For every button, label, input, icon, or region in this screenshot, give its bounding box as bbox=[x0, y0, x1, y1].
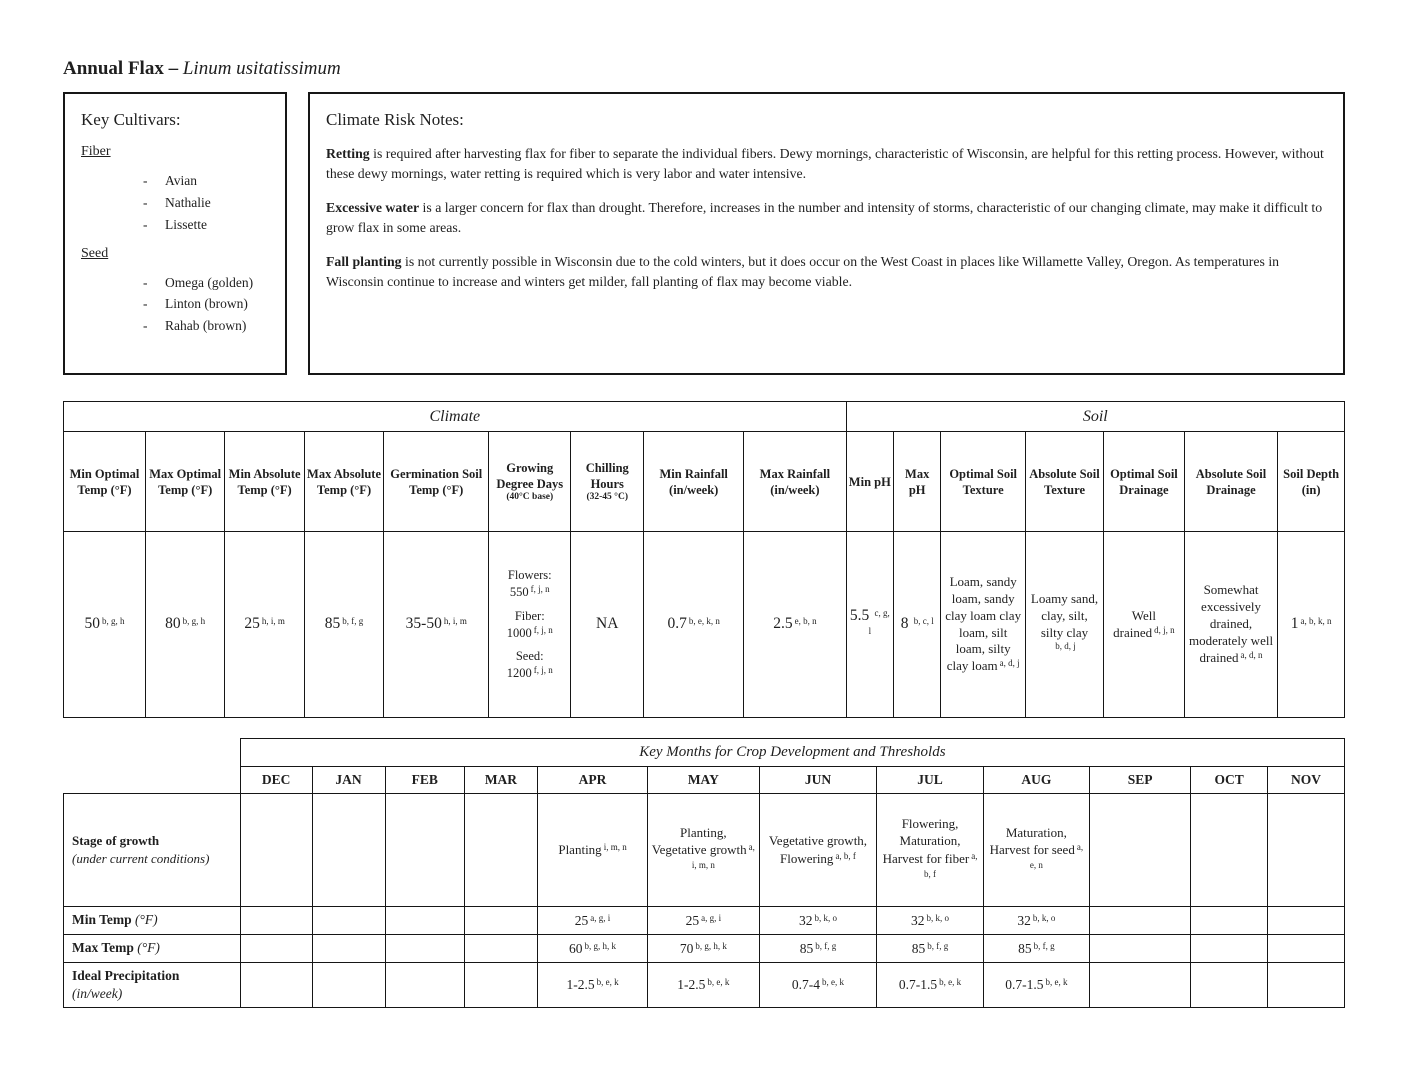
value: 1-2.5 bbox=[566, 977, 595, 992]
footnote-refs: a, b, k, n bbox=[1300, 616, 1332, 627]
list-item bbox=[81, 293, 269, 315]
max-temp-may bbox=[648, 935, 759, 963]
value: 35-50 bbox=[405, 615, 442, 633]
month-header-oct: OCT bbox=[1191, 767, 1268, 794]
month-header-jul: JUL bbox=[877, 767, 983, 794]
footnote-refs: b, k, o bbox=[1032, 912, 1056, 923]
footnote-refs: f, j, n bbox=[530, 583, 550, 594]
group-header-row bbox=[64, 402, 1345, 432]
cultivar-name: Nathalie bbox=[165, 194, 211, 210]
footnote-refs: b, f, g bbox=[342, 616, 364, 627]
note-text: is required after harvesting flax for fiber to separate the individual fibers. Dewy mornings, characteristic of Wisconsin, are helpful for this retting process. However, without these dewy mornings, water retting is required which is very labor and water intensive. bbox=[326, 146, 1324, 181]
key-cultivars-box bbox=[63, 92, 287, 375]
stage-cell-feb bbox=[385, 794, 464, 907]
value: Flowering, Maturation, Harvest for fiber bbox=[882, 815, 970, 866]
cell-absolute-soil-texture bbox=[1025, 532, 1103, 718]
precip-jul bbox=[877, 963, 983, 1008]
stage-cell-jul bbox=[877, 794, 983, 907]
list-item bbox=[81, 315, 269, 337]
cell-optimal-soil-drainage bbox=[1104, 532, 1185, 718]
value: 50 bbox=[84, 615, 100, 633]
hyphen-bullet: - bbox=[143, 296, 148, 312]
min-temp-aug bbox=[983, 907, 1089, 935]
ideal-precipitation-row bbox=[64, 963, 1345, 1008]
footnote-refs: b, d, j bbox=[1055, 641, 1076, 652]
hyphen-bullet: - bbox=[143, 216, 148, 232]
month-header-dec: DEC bbox=[240, 767, 312, 794]
stage-cell-aug bbox=[983, 794, 1089, 907]
cultivar-name: Linton (brown) bbox=[165, 296, 248, 312]
footnote-refs: b, e, k bbox=[596, 977, 619, 987]
footnote-refs: a, i, m, n bbox=[691, 842, 755, 870]
cell-min-absolute-temp bbox=[225, 532, 304, 718]
month-header-jan: JAN bbox=[312, 767, 385, 794]
gdd-seed bbox=[492, 648, 567, 682]
value: Well drained bbox=[1113, 607, 1157, 640]
header-max-rainfall: Max Rainfall (in/week) bbox=[744, 432, 846, 532]
precip-apr bbox=[537, 963, 647, 1008]
month-header-row bbox=[64, 767, 1345, 794]
month-header-feb: FEB bbox=[385, 767, 464, 794]
hyphen-bullet: - bbox=[143, 173, 148, 188]
value: 1 bbox=[1290, 615, 1299, 633]
cell-max-absolute-temp bbox=[304, 532, 383, 718]
stage-cell-sep bbox=[1090, 794, 1191, 907]
cultivar-name: Rahab (brown) bbox=[165, 318, 247, 334]
header-growing-degree-days bbox=[489, 432, 571, 532]
header-min-absolute-temp: Min Absolute Temp (°F) bbox=[225, 432, 304, 532]
stage-of-growth-row bbox=[64, 794, 1345, 907]
footnote-refs: b, e, k bbox=[822, 977, 845, 987]
precip-may bbox=[648, 963, 759, 1008]
gdd-flowers bbox=[492, 567, 567, 601]
hyphen-bullet: - bbox=[143, 318, 148, 334]
header-max-absolute-temp: Max Absolute Temp (°F) bbox=[304, 432, 383, 532]
value: 60 bbox=[569, 940, 583, 956]
footnote-refs: a, g, i bbox=[590, 912, 611, 923]
value: 32 bbox=[1017, 912, 1031, 928]
row-label-bold: Stage of growth bbox=[72, 833, 160, 849]
min-temp-oct bbox=[1191, 907, 1268, 935]
header-max-ph: Max pH bbox=[894, 432, 941, 532]
value: 1000 bbox=[506, 625, 532, 640]
stage-cell-oct bbox=[1191, 794, 1268, 907]
gdd-label: Fiber: bbox=[514, 608, 545, 623]
month-header-jun: JUN bbox=[759, 767, 877, 794]
cultivars-heading: Key Cultivars: bbox=[81, 110, 181, 129]
stage-cell-nov bbox=[1268, 794, 1345, 907]
months-table-title: Key Months for Crop Development and Thresholds bbox=[240, 739, 1344, 767]
key-months-table bbox=[63, 738, 1345, 1008]
header-min-ph: Min pH bbox=[846, 432, 893, 532]
climate-soil-table bbox=[63, 401, 1345, 718]
row-label-bold: Ideal Precipitation bbox=[72, 967, 180, 983]
min-temp-apr bbox=[537, 907, 647, 935]
month-header-sep: SEP bbox=[1090, 767, 1191, 794]
cultivar-name: Lissette bbox=[165, 216, 207, 232]
note-lead: Excessive water bbox=[326, 200, 420, 216]
value: Vegetative growth, Flowering bbox=[768, 833, 868, 866]
seed-group-label: Seed bbox=[81, 245, 109, 261]
cell-min-ph bbox=[846, 532, 893, 718]
crop-common-name: Annual Flax – bbox=[63, 58, 179, 79]
precip-sep bbox=[1090, 963, 1191, 1008]
max-temp-oct bbox=[1191, 935, 1268, 963]
footnote-refs: e, b, n bbox=[794, 616, 817, 627]
footnote-refs: a, b, f bbox=[835, 851, 856, 861]
value: 70 bbox=[679, 940, 694, 956]
footnote-refs: b, g, h, k bbox=[584, 940, 617, 951]
footnote-refs: a, b, f bbox=[924, 851, 978, 879]
header-optimal-soil-texture: Optimal Soil Texture bbox=[941, 432, 1026, 532]
value: 80 bbox=[165, 615, 181, 633]
header-text: Chilling Hours bbox=[585, 461, 629, 492]
note-paragraph-excessive-water bbox=[326, 198, 1327, 237]
row-label-italic: (°F) bbox=[135, 912, 158, 928]
value: Planting, Vegetative growth bbox=[651, 824, 747, 858]
precip-oct bbox=[1191, 963, 1268, 1008]
hyphen-bullet: - bbox=[143, 274, 148, 290]
value: 32 bbox=[911, 912, 925, 928]
list-item bbox=[81, 214, 269, 236]
header-germination-soil-temp: Germination Soil Temp (°F) bbox=[384, 432, 489, 532]
climate-risk-notes-box bbox=[308, 92, 1345, 375]
max-temp-nov bbox=[1268, 935, 1345, 963]
value: 32 bbox=[798, 912, 813, 928]
footnote-refs: b, g, h bbox=[101, 616, 125, 627]
fiber-cultivar-list bbox=[81, 170, 269, 236]
hyphen-bullet: - bbox=[143, 194, 148, 210]
row-label-precip bbox=[64, 963, 241, 1008]
cultivar-name: Avian bbox=[165, 173, 197, 188]
header-text: Growing Degree Days bbox=[496, 461, 564, 492]
footnote-refs: a, e, n bbox=[1029, 842, 1084, 870]
min-temp-may bbox=[648, 907, 759, 935]
stage-cell-apr bbox=[537, 794, 647, 907]
footnote-refs: a, d, n bbox=[1240, 649, 1263, 660]
stage-cell-dec bbox=[240, 794, 312, 907]
header-chilling-hours bbox=[571, 432, 644, 532]
min-temp-nov bbox=[1268, 907, 1345, 935]
precip-nov bbox=[1268, 963, 1345, 1008]
cell-min-rainfall bbox=[644, 532, 744, 718]
header-absolute-soil-drainage: Absolute Soil Drainage bbox=[1184, 432, 1278, 532]
precip-jun bbox=[759, 963, 877, 1008]
note-text: is not currently possible in Wisconsin due to the cold winters, but it does occur on the West Coast in places like Willamette Valley, Oregon. As temperatures in Wisconsin continue to increase and winters get milder, fall planting of flax may become viable. bbox=[326, 254, 1280, 289]
row-label-max-temp bbox=[64, 935, 241, 963]
note-text: is a larger concern for flax than drought. Therefore, increases in the number and intensity of storms, characteristic of our changing climate, may make it difficult to grow flax in some areas. bbox=[326, 200, 1323, 235]
value: 85 bbox=[799, 940, 814, 956]
max-temp-apr bbox=[537, 935, 647, 963]
header-optimal-soil-drainage: Optimal Soil Drainage bbox=[1104, 432, 1185, 532]
footnote-refs: f, j, n bbox=[533, 665, 553, 676]
max-temp-jun bbox=[759, 935, 877, 963]
value: 25 bbox=[685, 912, 700, 928]
max-temp-sep bbox=[1090, 935, 1191, 963]
cell-soil-depth bbox=[1278, 532, 1345, 718]
cell-growing-degree-days bbox=[489, 532, 571, 718]
precip-mar bbox=[464, 963, 537, 1008]
value: Somewhat excessively drained, moderately well drained bbox=[1188, 582, 1274, 665]
value: Loam, sandy loam, sandy clay loam clay loam, silt loam, silty clay loam bbox=[945, 573, 1022, 674]
cell-absolute-soil-drainage bbox=[1184, 532, 1278, 718]
gdd-label: Flowers: bbox=[507, 567, 552, 582]
max-temp-dec bbox=[240, 935, 312, 963]
note-lead: Fall planting bbox=[326, 254, 402, 270]
footnote-refs: b, k, o bbox=[926, 912, 950, 923]
cell-optimal-soil-texture bbox=[941, 532, 1026, 718]
footnote-refs: b, e, k bbox=[939, 977, 962, 987]
month-header-aug: AUG bbox=[983, 767, 1089, 794]
header-min-optimal-temp: Min Optimal Temp (°F) bbox=[64, 432, 146, 532]
list-item bbox=[81, 192, 269, 214]
cultivar-name: Omega (golden) bbox=[165, 274, 254, 290]
soil-group-header: Soil bbox=[846, 402, 1344, 432]
min-temp-jun bbox=[759, 907, 877, 935]
footnote-refs: a, d, j bbox=[999, 658, 1020, 669]
value: 0.7-1.5 bbox=[898, 977, 938, 992]
cell-germination-soil-temp bbox=[384, 532, 489, 718]
list-item bbox=[81, 272, 269, 294]
note-lead: Retting bbox=[326, 146, 370, 161]
cell-max-optimal-temp bbox=[145, 532, 224, 718]
footnote-refs: b, e, k bbox=[707, 977, 730, 987]
row-label-italic: (under current conditions) bbox=[72, 851, 210, 866]
value: 0.7 bbox=[667, 615, 687, 633]
fiber-group-label: Fiber bbox=[81, 144, 111, 159]
precip-feb bbox=[385, 963, 464, 1008]
max-temp-jan bbox=[312, 935, 385, 963]
note-paragraph-retting bbox=[326, 144, 1327, 183]
value: Loamy sand, clay, silt, silty clay bbox=[1030, 590, 1099, 640]
header-absolute-soil-texture: Absolute Soil Texture bbox=[1025, 432, 1103, 532]
footnote-refs: b, f, g bbox=[1033, 940, 1055, 951]
min-temp-jul bbox=[877, 907, 983, 935]
month-header-nov: NOV bbox=[1268, 767, 1345, 794]
min-temp-dec bbox=[240, 907, 312, 935]
footnote-refs: b, f, g bbox=[815, 940, 837, 951]
row-label-italic: (°F) bbox=[137, 940, 160, 956]
top-boxes bbox=[63, 92, 1345, 375]
cell-max-rainfall bbox=[744, 532, 846, 718]
page-title bbox=[63, 58, 1345, 80]
footnote-refs: d, j, n bbox=[1154, 624, 1175, 635]
seed-cultivar-list bbox=[81, 272, 269, 338]
header-soil-depth: Soil Depth (in) bbox=[1278, 432, 1345, 532]
value: 85 bbox=[324, 615, 341, 633]
header-max-optimal-temp: Max Optimal Temp (°F) bbox=[145, 432, 224, 532]
footnote-refs: b, g, h, k bbox=[695, 940, 727, 951]
stage-cell-mar bbox=[464, 794, 537, 907]
footnote-refs: a, g, i bbox=[701, 912, 722, 923]
footnote-refs: b, e, k, n bbox=[688, 616, 720, 627]
value: NA bbox=[596, 615, 619, 633]
row-label-bold: Max Temp bbox=[72, 940, 134, 956]
cell-min-optimal-temp bbox=[64, 532, 146, 718]
month-header-mar: MAR bbox=[464, 767, 537, 794]
footnote-refs: b, c, l bbox=[913, 616, 934, 627]
note-paragraph-fall-planting bbox=[326, 252, 1327, 291]
max-temp-row bbox=[64, 935, 1345, 963]
climate-group-header: Climate bbox=[64, 402, 847, 432]
value: 85 bbox=[1018, 940, 1032, 956]
value: Maturation, Harvest for seed bbox=[989, 824, 1075, 858]
min-temp-feb bbox=[385, 907, 464, 935]
value: 25 bbox=[244, 615, 260, 633]
precip-jan bbox=[312, 963, 385, 1008]
table-title-row bbox=[64, 739, 1345, 767]
min-temp-sep bbox=[1090, 907, 1191, 935]
footnote-refs: i, m, n bbox=[603, 842, 627, 853]
data-row bbox=[64, 532, 1345, 718]
footnote-refs: f, j, n bbox=[533, 624, 553, 635]
stage-cell-jan bbox=[312, 794, 385, 907]
notes-heading: Climate Risk Notes: bbox=[326, 110, 464, 129]
value: Planting bbox=[558, 842, 602, 858]
gdd-fiber bbox=[492, 608, 567, 642]
row-label-italic: (in/week) bbox=[72, 986, 123, 1001]
footnote-refs: c, g, l bbox=[868, 607, 890, 637]
footnote-refs: b, k, o bbox=[814, 912, 837, 923]
footnote-refs: b, e, k bbox=[1045, 977, 1068, 987]
max-temp-mar bbox=[464, 935, 537, 963]
precip-dec bbox=[240, 963, 312, 1008]
stage-cell-jun bbox=[759, 794, 877, 907]
row-label-min-temp bbox=[64, 907, 241, 935]
cell-chilling-hours bbox=[571, 532, 644, 718]
min-temp-jan bbox=[312, 907, 385, 935]
footnote-refs: h, i, m bbox=[443, 616, 467, 627]
footnote-refs: b, f, g bbox=[927, 940, 949, 951]
value: 1200 bbox=[506, 666, 532, 681]
gdd-label: Seed: bbox=[515, 649, 544, 664]
min-temp-mar bbox=[464, 907, 537, 935]
footnote-refs: b, g, h bbox=[182, 616, 206, 627]
month-header-apr: APR bbox=[537, 767, 647, 794]
header-note: (40°C base) bbox=[506, 492, 554, 503]
footnote-refs: h, i, m bbox=[261, 616, 285, 627]
max-temp-feb bbox=[385, 935, 464, 963]
column-header-row bbox=[64, 432, 1345, 532]
row-label-bold: Min Temp bbox=[72, 912, 132, 928]
cell-max-ph bbox=[894, 532, 941, 718]
header-note: (32-45 °C) bbox=[586, 492, 628, 503]
row-label-stage bbox=[64, 794, 241, 907]
value: 1-2.5 bbox=[677, 977, 706, 992]
value: 8 bbox=[900, 615, 909, 633]
value: 85 bbox=[911, 940, 926, 956]
value: 5.5 bbox=[849, 606, 870, 624]
stage-cell-may bbox=[648, 794, 759, 907]
crop-latin-name: Linum usitatissimum bbox=[178, 58, 341, 79]
month-header-may: MAY bbox=[648, 767, 759, 794]
value: 2.5 bbox=[773, 615, 793, 633]
max-temp-aug bbox=[983, 935, 1089, 963]
min-temp-row bbox=[64, 907, 1345, 935]
value: 0.7-1.5 bbox=[1005, 977, 1044, 992]
max-temp-jul bbox=[877, 935, 983, 963]
list-item bbox=[81, 170, 269, 192]
value: 25 bbox=[574, 912, 589, 928]
value: 550 bbox=[509, 584, 529, 599]
corner-cell bbox=[64, 739, 241, 794]
value: 0.7-4 bbox=[791, 977, 821, 992]
precip-aug bbox=[983, 963, 1089, 1008]
header-min-rainfall: Min Rainfall (in/week) bbox=[644, 432, 744, 532]
